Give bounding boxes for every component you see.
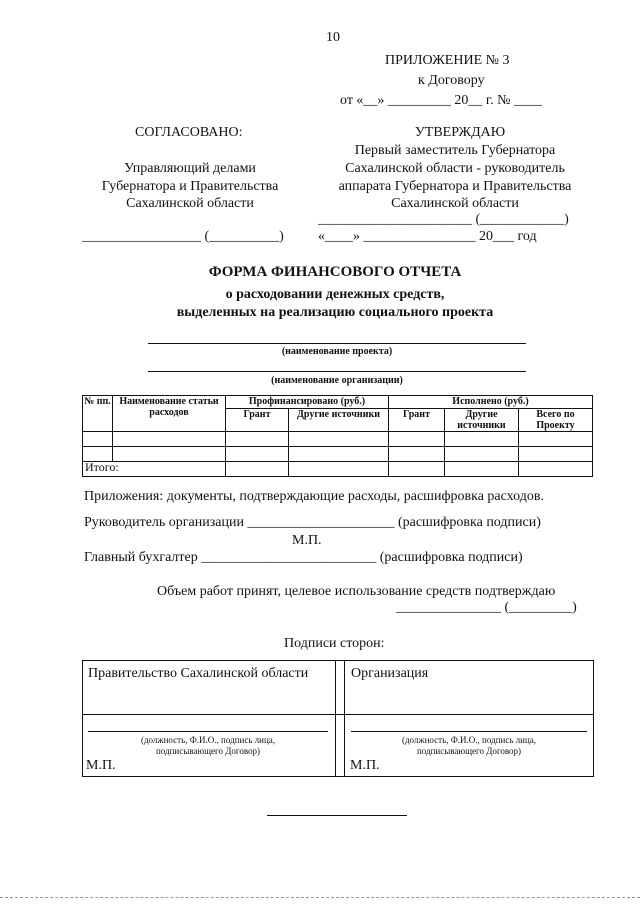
page-edge-rule	[0, 897, 640, 898]
table-cell[interactable]	[226, 432, 289, 447]
approve-heading: УТВЕРЖДАЮ	[414, 125, 506, 140]
table-cell[interactable]	[389, 432, 445, 447]
acceptance-signature-line: _______________ (_________)	[396, 600, 577, 615]
col-expense-name-header: Наименование статьи расходов	[113, 396, 226, 432]
executed-other-header: Другие источники	[445, 409, 519, 432]
approve-date-line: «____» ________________ 20___ год	[318, 229, 537, 244]
table-cell[interactable]	[519, 447, 593, 462]
table-cell[interactable]	[519, 432, 593, 447]
table-cell[interactable]	[289, 462, 389, 477]
executed-group-header: Исполнено (руб.)	[389, 396, 593, 409]
approve-line-1: Первый заместитель Губернатора	[354, 143, 556, 158]
table-cell[interactable]	[445, 447, 519, 462]
organization-caption: (наименование организации)	[271, 375, 403, 386]
agreed-line-2: Губернатора и Правительства	[101, 179, 279, 194]
government-caption-1: (должность, Ф.И.О., подпись лица,	[140, 735, 276, 745]
approve-signature-line: ______________________ (____________)	[318, 212, 569, 227]
footer-divider	[267, 815, 407, 816]
organization-caption-1: (должность, Ф.И.О., подпись лица,	[401, 735, 537, 745]
table-cell[interactable]	[226, 447, 289, 462]
table-row	[83, 447, 593, 462]
cofinanced-group-header: Профинансировано (руб.)	[226, 396, 389, 409]
signatures-table	[82, 660, 594, 777]
financial-report-table	[82, 395, 593, 477]
government-signature-line[interactable]	[88, 731, 328, 732]
form-subtitle-2: выделенных на реализацию социального проекта	[176, 305, 494, 320]
table-cell[interactable]	[226, 462, 289, 477]
table-cell[interactable]	[289, 432, 389, 447]
approve-line-3: аппарата Губернатора и Правительства	[338, 179, 572, 194]
form-subtitle-1: о расходовании денежных средств,	[225, 287, 445, 302]
acceptance-text: Объем работ принят, целевое использование средств подтверждаю	[157, 584, 556, 599]
project-name-line[interactable]	[148, 343, 526, 344]
government-caption-2: подписывающего Договор)	[155, 746, 261, 756]
appendix-date-number: от «__» _________ 20__ г. № ____	[340, 93, 542, 108]
agreed-heading: СОГЛАСОВАНО:	[135, 125, 243, 140]
table-cell[interactable]	[289, 447, 389, 462]
total-label: Итого:	[83, 462, 226, 477]
table-cell[interactable]	[519, 462, 593, 477]
table-cell[interactable]	[445, 432, 519, 447]
appendix-title: ПРИЛОЖЕНИЕ № 3	[385, 53, 510, 68]
project-caption: (наименование проекта)	[281, 346, 393, 357]
agreed-line-1: Управляющий делами	[124, 161, 256, 176]
col-number-header: № пп.	[83, 396, 113, 432]
approve-line-4: Сахалинской области	[391, 196, 519, 211]
executed-grant-header: Грант	[389, 409, 445, 432]
cofinanced-other-header: Другие источники	[289, 409, 389, 432]
table-cell[interactable]	[83, 432, 113, 447]
organization-caption-2: подписывающего Договор)	[416, 746, 522, 756]
executed-total-header: Всего по Проекту	[519, 409, 593, 432]
organization-seal-mark: М.П.	[350, 758, 380, 773]
attachments-text: Приложения: документы, подтверждающие расходы, расшифровка расходов.	[84, 489, 544, 504]
table-cell[interactable]	[113, 432, 226, 447]
table-total-row	[83, 462, 593, 477]
form-title: ФОРМА ФИНАНСОВОГО ОТЧЕТА	[208, 264, 462, 280]
signatures-heading: Подписи сторон:	[284, 636, 385, 651]
government-party: Правительство Сахалинской области	[88, 666, 309, 681]
agreed-line-3: Сахалинской области	[126, 196, 254, 211]
page-number: 10	[326, 30, 340, 45]
table-cell[interactable]	[389, 462, 445, 477]
head-signature-line: Руководитель организации _____________________ (расшифровка подписи)	[84, 515, 541, 530]
organization-party: Организация	[351, 666, 429, 681]
approve-line-2: Сахалинской области - руководитель	[345, 161, 565, 176]
seal-mark-1: М.П.	[292, 533, 322, 548]
table-row	[83, 432, 593, 447]
organization-name-line[interactable]	[148, 371, 526, 372]
table-cell[interactable]	[113, 447, 226, 462]
organization-signature-line[interactable]	[351, 731, 587, 732]
agreed-signature-line: _________________ (__________)	[82, 229, 284, 244]
accountant-signature-line: Главный бухгалтер _________________________ (расшифровка подписи)	[84, 550, 523, 565]
table-cell[interactable]	[389, 447, 445, 462]
government-seal-mark: М.П.	[86, 758, 116, 773]
appendix-contract: к Договору	[418, 73, 485, 88]
table-cell[interactable]	[445, 462, 519, 477]
cofinanced-grant-header: Грант	[226, 409, 289, 432]
